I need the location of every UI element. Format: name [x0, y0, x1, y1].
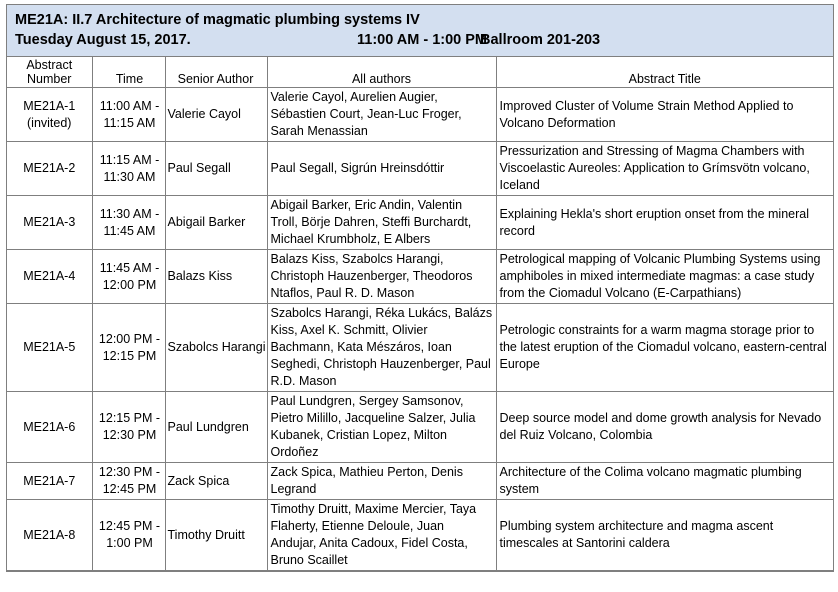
- col-header-all-authors: All authors: [267, 57, 496, 88]
- abstract-number: ME21A-4: [7, 250, 92, 304]
- table-row: [7, 304, 833, 392]
- abstract-title: Explaining Hekla's short eruption onset from the mineral record: [496, 196, 833, 250]
- all-authors: Valerie Cayol, Aurelien Augier, Sébastien Court, Jean-Luc Froger, Sarah Menassian: [267, 88, 496, 142]
- abstract-title: Petrological mapping of Volcanic Plumbing Systems using amphiboles in mixed intermediate magmas: a case study from the Ciomadul Volcano (E-Carpathians): [496, 250, 833, 304]
- time-slot: 11:45 AM - 12:00 PM: [92, 250, 165, 304]
- abstract-number: ME21A-5: [7, 304, 92, 392]
- session-date: Tuesday August 15, 2017.: [15, 32, 191, 48]
- session-header: [7, 5, 833, 57]
- col-header-senior-author: Senior Author: [165, 57, 267, 88]
- abstract-title: Petrologic constraints for a warm magma storage prior to the latest eruption of the Ciomadul volcano, eastern-central Europe: [496, 304, 833, 392]
- time-slot: 12:00 PM - 12:15 PM: [92, 304, 165, 392]
- time-slot: 12:30 PM - 12:45 PM: [92, 463, 165, 500]
- all-authors: Timothy Druitt, Maxime Mercier, Taya Flaherty, Etienne Deloule, Juan Andujar, Anita Cadoux, Fidel Costa, Bruno Scaillet: [267, 500, 496, 571]
- table-row: [7, 463, 833, 500]
- senior-author: Balazs Kiss: [165, 250, 267, 304]
- table-row: [7, 142, 833, 196]
- all-authors: Balazs Kiss, Szabolcs Harangi, Christoph Hauzenberger, Theodoros Ntaflos, Paul R. D. Mason: [267, 250, 496, 304]
- all-authors: Szabolcs Harangi, Réka Lukács, Balázs Kiss, Axel K. Schmitt, Olivier Bachmann, Kata Mészáros, Ioan Seghedi, Christoph Hauzenberger, Paul R.D. Mason: [267, 304, 496, 392]
- session-time: 11:00 AM - 1:00 PM: [357, 32, 488, 48]
- session-room: Ballroom 201-203: [480, 32, 601, 48]
- abstract-title: Architecture of the Colima volcano magmatic plumbing system: [496, 463, 833, 500]
- table-header-row: [7, 57, 833, 88]
- table-row: [7, 500, 833, 571]
- time-slot: 12:15 PM - 12:30 PM: [92, 392, 165, 463]
- abstract-title: Improved Cluster of Volume Strain Method Applied to Volcano Deformation: [496, 88, 833, 142]
- all-authors: Paul Segall, Sigrún Hreinsdóttir: [267, 142, 496, 196]
- abstract-title: Plumbing system architecture and magma ascent timescales at Santorini caldera: [496, 500, 833, 571]
- abstract-title: Pressurization and Stressing of Magma Chambers with Viscoelastic Aureoles: Application to Grímsvötn volcano, Iceland: [496, 142, 833, 196]
- senior-author: Timothy Druitt: [165, 500, 267, 571]
- senior-author: Szabolcs Harangi: [165, 304, 267, 392]
- table-row: [7, 88, 833, 142]
- table-row: [7, 196, 833, 250]
- session-title: ME21A: II.7 Architecture of magmatic plumbing systems IV: [15, 12, 420, 28]
- all-authors: Paul Lundgren, Sergey Samsonov, Pietro Milillo, Jacqueline Salzer, Julia Kubanek, Cristian Lopez, Milton Ordoñez: [267, 392, 496, 463]
- all-authors: Zack Spica, Mathieu Perton, Denis Legrand: [267, 463, 496, 500]
- schedule-table: [7, 57, 833, 571]
- all-authors: Abigail Barker, Eric Andin, Valentin Troll, Börje Dahren, Steffi Burchardt, Michael Krumbholz, E Albers: [267, 196, 496, 250]
- senior-author: Abigail Barker: [165, 196, 267, 250]
- col-header-title: Abstract Title: [496, 57, 833, 88]
- time-slot: 12:45 PM - 1:00 PM: [92, 500, 165, 571]
- abstract-number: ME21A-2: [7, 142, 92, 196]
- table-row: [7, 392, 833, 463]
- session-sheet: [6, 4, 834, 572]
- senior-author: Zack Spica: [165, 463, 267, 500]
- abstract-number: ME21A-1 (invited): [7, 88, 92, 142]
- col-header-number: Abstract Number: [7, 57, 92, 88]
- time-slot: 11:15 AM - 11:30 AM: [92, 142, 165, 196]
- time-slot: 11:00 AM - 11:15 AM: [92, 88, 165, 142]
- abstract-title: Deep source model and dome growth analysis for Nevado del Ruiz Volcano, Colombia: [496, 392, 833, 463]
- time-slot: 11:30 AM - 11:45 AM: [92, 196, 165, 250]
- abstract-number: ME21A-6: [7, 392, 92, 463]
- senior-author: Paul Segall: [165, 142, 267, 196]
- senior-author: Paul Lundgren: [165, 392, 267, 463]
- abstract-number: ME21A-7: [7, 463, 92, 500]
- table-row: [7, 250, 833, 304]
- col-header-time: Time: [92, 57, 165, 88]
- abstract-number: ME21A-3: [7, 196, 92, 250]
- senior-author: Valerie Cayol: [165, 88, 267, 142]
- session-datetime: [15, 30, 827, 50]
- abstract-number: ME21A-8: [7, 500, 92, 571]
